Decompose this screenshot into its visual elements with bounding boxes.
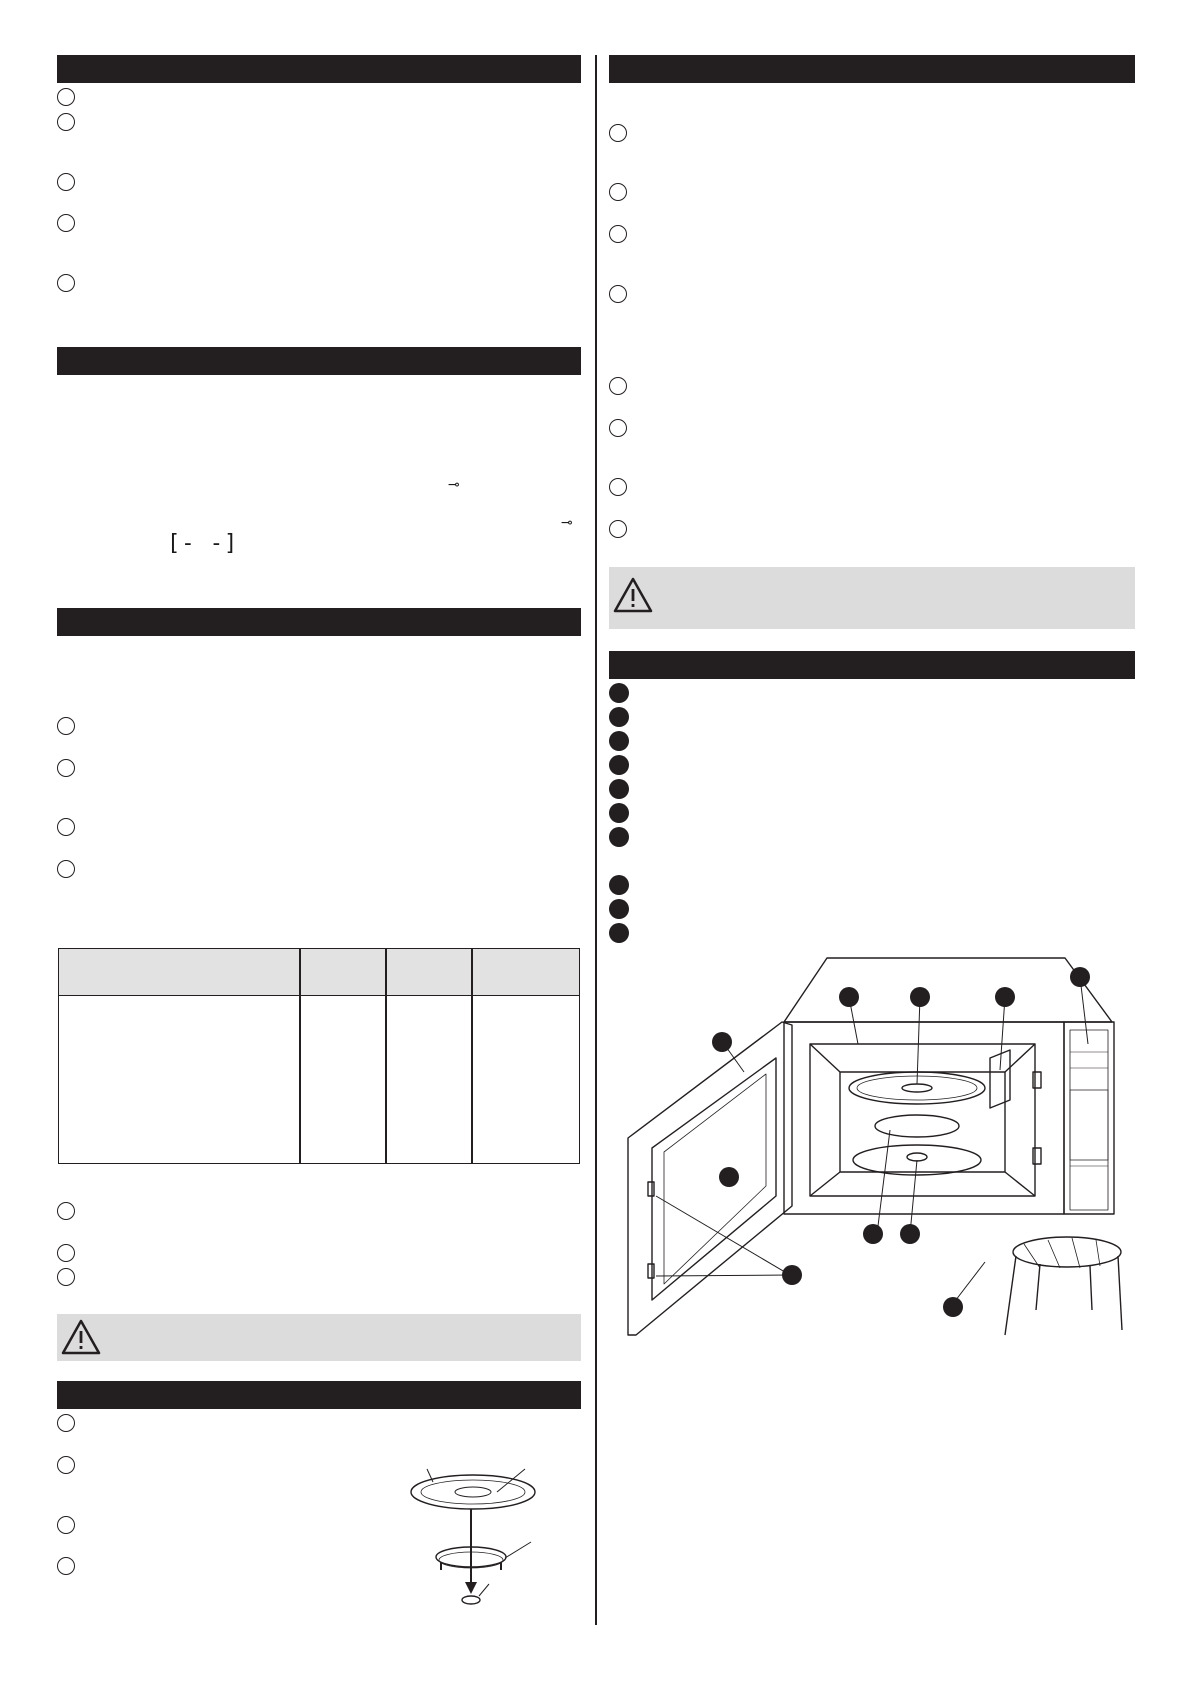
step-marker bbox=[57, 860, 75, 878]
dashed-display-icon: [- -] bbox=[167, 531, 239, 556]
turntable-assembly-illustration bbox=[405, 1462, 565, 1612]
step-marker bbox=[57, 113, 75, 131]
step-marker bbox=[57, 1557, 75, 1575]
step-marker bbox=[57, 1202, 75, 1220]
step-marker bbox=[57, 759, 75, 777]
section-bar-3 bbox=[57, 608, 581, 636]
part-marker bbox=[609, 827, 629, 847]
step-marker bbox=[609, 478, 627, 496]
key-lock-icon: ⊸ bbox=[448, 477, 460, 493]
step-marker bbox=[609, 285, 627, 303]
step-marker bbox=[609, 124, 627, 142]
part-marker bbox=[609, 755, 629, 775]
table-column-divider bbox=[299, 949, 301, 1163]
step-marker bbox=[57, 173, 75, 191]
warning-triangle-icon bbox=[61, 1319, 101, 1355]
data-table bbox=[58, 948, 580, 1164]
step-marker bbox=[57, 1456, 75, 1474]
section-bar-6 bbox=[609, 651, 1135, 679]
step-marker bbox=[57, 717, 75, 735]
step-marker bbox=[57, 818, 75, 836]
part-marker bbox=[609, 683, 629, 703]
table-column-divider bbox=[471, 949, 473, 1163]
step-marker bbox=[609, 419, 627, 437]
section-bar-2 bbox=[57, 347, 581, 375]
table-column-divider bbox=[385, 949, 387, 1163]
table-header bbox=[59, 949, 579, 996]
step-marker bbox=[57, 1268, 75, 1286]
part-marker bbox=[609, 803, 629, 823]
part-marker bbox=[609, 899, 629, 919]
microwave-parts-diagram bbox=[620, 950, 1180, 1370]
step-marker bbox=[609, 183, 627, 201]
part-marker bbox=[609, 707, 629, 727]
section-bar-5 bbox=[609, 55, 1135, 83]
step-marker bbox=[57, 88, 75, 106]
section-bar-4 bbox=[57, 1381, 581, 1409]
step-marker bbox=[609, 520, 627, 538]
step-marker bbox=[609, 377, 627, 395]
part-marker bbox=[609, 923, 629, 943]
step-marker bbox=[609, 225, 627, 243]
step-marker bbox=[57, 274, 75, 292]
warning-box bbox=[609, 567, 1135, 629]
key-lock-icon: ⊸ bbox=[561, 515, 573, 531]
step-marker bbox=[57, 1516, 75, 1534]
column-divider bbox=[595, 55, 597, 1625]
part-marker bbox=[609, 875, 629, 895]
step-marker bbox=[57, 1414, 75, 1432]
step-marker bbox=[57, 1244, 75, 1262]
warning-triangle-icon bbox=[613, 577, 653, 613]
section-bar-1 bbox=[57, 55, 581, 83]
part-marker bbox=[609, 731, 629, 751]
part-marker bbox=[609, 779, 629, 799]
warning-box bbox=[57, 1314, 581, 1361]
step-marker bbox=[57, 214, 75, 232]
